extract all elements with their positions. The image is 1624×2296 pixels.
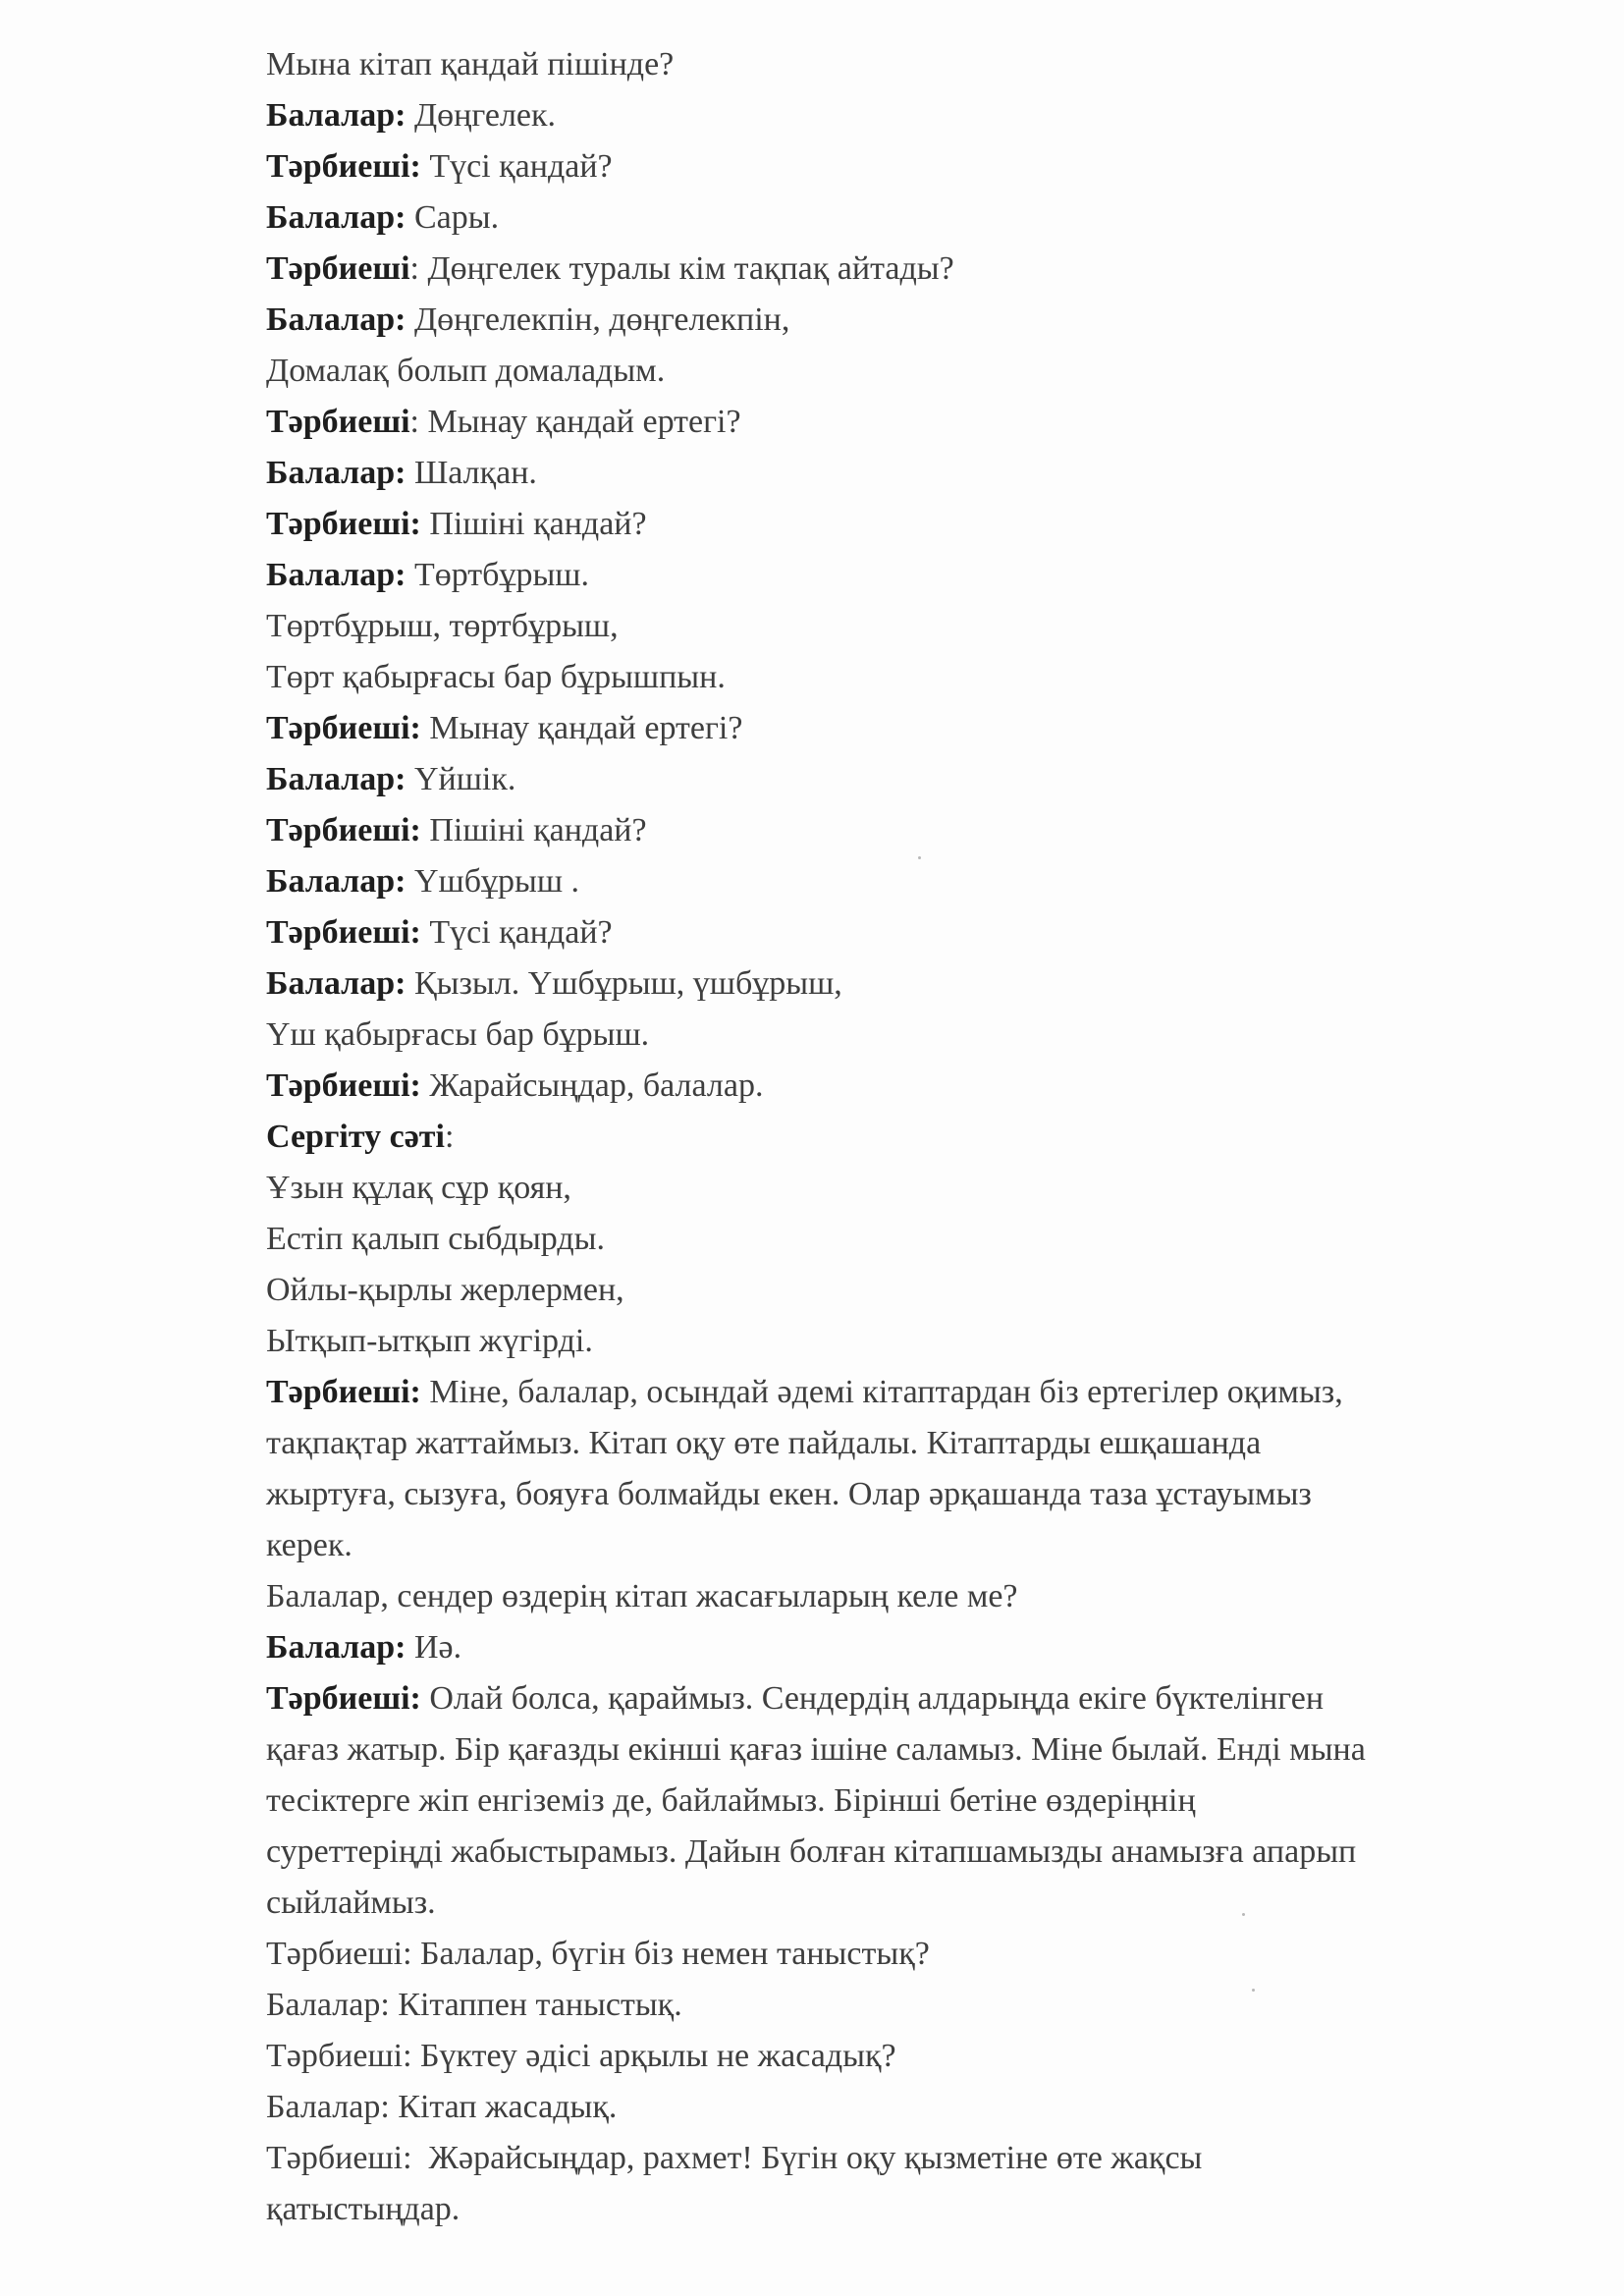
speaker-label: Тәрбиеші: [266,812,421,848]
speaker-label: Балалар: [266,1629,406,1666]
dialogue-line [266,1367,1543,1418]
dialogue-line [266,2082,1543,2133]
speech-text: Дөңгелек. [406,97,557,134]
dialogue-line [266,1878,1543,1929]
dialogue-line [266,1469,1543,1520]
speech-text: Төртбұрыш. [406,557,589,593]
dialogue-line [266,346,1543,397]
dialogue-line [266,1061,1543,1112]
speech-text: Балалар, сендер өздерің кітап жасағыларың келе ме? [266,1578,1018,1614]
dialogue-line [266,652,1543,703]
speech-text: қатыстыңдар. [266,2191,460,2227]
speaker-label: Тәрбиеші [266,250,410,287]
speaker-label: Тәрбиеші: [266,148,421,185]
speech-text: Түсі қандай? [420,148,613,185]
speech-text: Ытқып-ытқып жүгірді. [266,1323,593,1359]
speaker-label: Тәрбиеші: [266,1067,421,1104]
dialogue-line [266,1418,1543,1469]
dialogue-line [266,856,1543,907]
speech-text: керек. [266,1527,352,1563]
speech-text: жыртуға, сызуға, бояуға болмайды екен. Олар әрқашанда таза ұстауымыз [266,1476,1312,1512]
speech-text: Мына кітап қандай пішінде? [266,46,675,82]
dialogue-line [266,1827,1543,1878]
speech-text: қағаз жатыр. Бір қағазды екінші қағаз ішіне саламыз. Міне былай. Енді мына [266,1731,1366,1768]
dialogue-line [266,1265,1543,1316]
dialogue-line [266,141,1543,192]
dialogue-line [266,39,1543,90]
dialogue-line [266,1673,1543,1724]
dialogue-line [266,1724,1543,1776]
speech-text: : Дөңгелек туралы кім тақпақ айтады? [409,250,954,287]
speech-text: Шалқан. [406,455,537,491]
dialogue-line [266,2133,1543,2184]
dialogue-line [266,958,1543,1010]
speech-text: Қызыл. Үшбұрыш, үшбұрыш, [406,965,842,1002]
dialogue-line [266,1571,1543,1622]
dialogue-line [266,2031,1543,2082]
dialogue-line [266,1010,1543,1061]
speech-text: : [444,1119,455,1155]
dialogue-line [266,90,1543,141]
dialogue-line [266,703,1543,754]
speaker-label: Сергіту сәті [266,1119,445,1155]
speech-text: Мынау қандай ертегі? [420,710,743,746]
speech-text: Үйшік. [406,761,516,797]
speaker-label: Тәрбиеші: [266,1680,421,1717]
speech-text: тақпақтар жаттаймыз. Кітап оқу өте пайдалы. Кітаптарды ешқашанда [266,1425,1262,1461]
dialogue-line [266,805,1543,856]
speech-text: Олай болса, қараймыз. Сендердің алдарыңда екіге бүктелінген [420,1680,1325,1717]
dialogue-line [266,1112,1543,1163]
speaker-label: Тәрбиеші: [266,710,421,746]
dialogue-line [266,907,1543,958]
speaker-label: Балалар: [266,199,406,236]
speech-text: Тәрбиеші: Бүктеу әдісі арқылы не жасадық? [266,2038,896,2074]
dialogue-text [266,39,1543,2235]
speech-text: Балалар: Кітап жасадық. [266,2089,618,2125]
dialogue-line [266,754,1543,805]
dialogue-line [266,2184,1543,2235]
dialogue-line [266,550,1543,601]
dialogue-line [266,397,1543,448]
speech-text: суреттеріңді жабыстырамыз. Дайын болған кітапшамызды анамызға апарып [266,1833,1357,1870]
speaker-label: Балалар: [266,97,406,134]
dialogue-line [266,1622,1543,1673]
speaker-label: Тәрбиеші: [266,914,421,951]
dialogue-line [266,1316,1543,1367]
dialogue-line [266,1214,1543,1265]
speech-text: сыйлаймыз. [266,1885,436,1921]
dialogue-line [266,601,1543,652]
dialogue-line [266,499,1543,550]
speech-text: Төртбұрыш, төртбұрыш, [266,608,619,644]
speech-text: Тәрбиеші: Балалар, бүгін біз немен таныстық? [266,1936,930,1972]
speech-text: Домалақ болып домаладым. [266,353,666,389]
dialogue-line [266,448,1543,499]
dialogue-line [266,1929,1543,1980]
speech-text: Міне, балалар, осындай әдемі кітаптардан біз ертегілер оқимыз, [420,1374,1343,1410]
speech-text: Иә. [406,1629,462,1666]
speech-text: Тәрбиеші: Жәрайсыңдар, рахмет! Бүгін оқу қызметіне өте жақсы [266,2140,1203,2176]
speaker-label: Балалар: [266,965,406,1002]
speaker-label: Тәрбиеші: [266,1374,421,1410]
dialogue-line [266,1980,1543,2031]
speech-text: Сары. [406,199,500,236]
speaker-label: Тәрбиеші [266,404,410,440]
dialogue-line [266,1520,1543,1571]
speech-text: Ұзын құлақ сұр қоян, [266,1170,571,1206]
speech-text: Дөңгелекпін, дөңгелекпін, [406,301,790,338]
speech-text: Пішіні қандай? [420,812,647,848]
speaker-label: Балалар: [266,455,406,491]
dialogue-line [266,244,1543,295]
speech-text: Естіп қалып сыбдырды. [266,1221,605,1257]
speech-text: тесіктерге жіп енгіземіз де, байлаймыз. Бірінші бетіне өздеріңнің [266,1782,1196,1819]
speech-text: : Мынау қандай ертегі? [409,404,741,440]
speech-text: Үш қабырғасы бар бұрыш. [266,1016,650,1053]
speech-text: Үшбұрыш . [406,863,580,900]
dialogue-line [266,192,1543,244]
dialogue-line [266,1163,1543,1214]
speech-text: Жарайсыңдар, балалар. [420,1067,764,1104]
speaker-label: Балалар: [266,863,406,900]
speech-text: Түсі қандай? [420,914,613,951]
speaker-label: Тәрбиеші: [266,506,421,542]
speaker-label: Балалар: [266,301,406,338]
speaker-label: Балалар: [266,761,406,797]
dialogue-line [266,295,1543,346]
dialogue-line [266,1776,1543,1827]
speech-text: Төрт қабырғасы бар бұрышпын. [266,659,726,695]
speaker-label: Балалар: [266,557,406,593]
speech-text: Ойлы-қырлы жерлермен, [266,1272,624,1308]
speech-text: Балалар: Кітаппен таныстық. [266,1987,682,2023]
speech-text: Пішіні қандай? [420,506,647,542]
